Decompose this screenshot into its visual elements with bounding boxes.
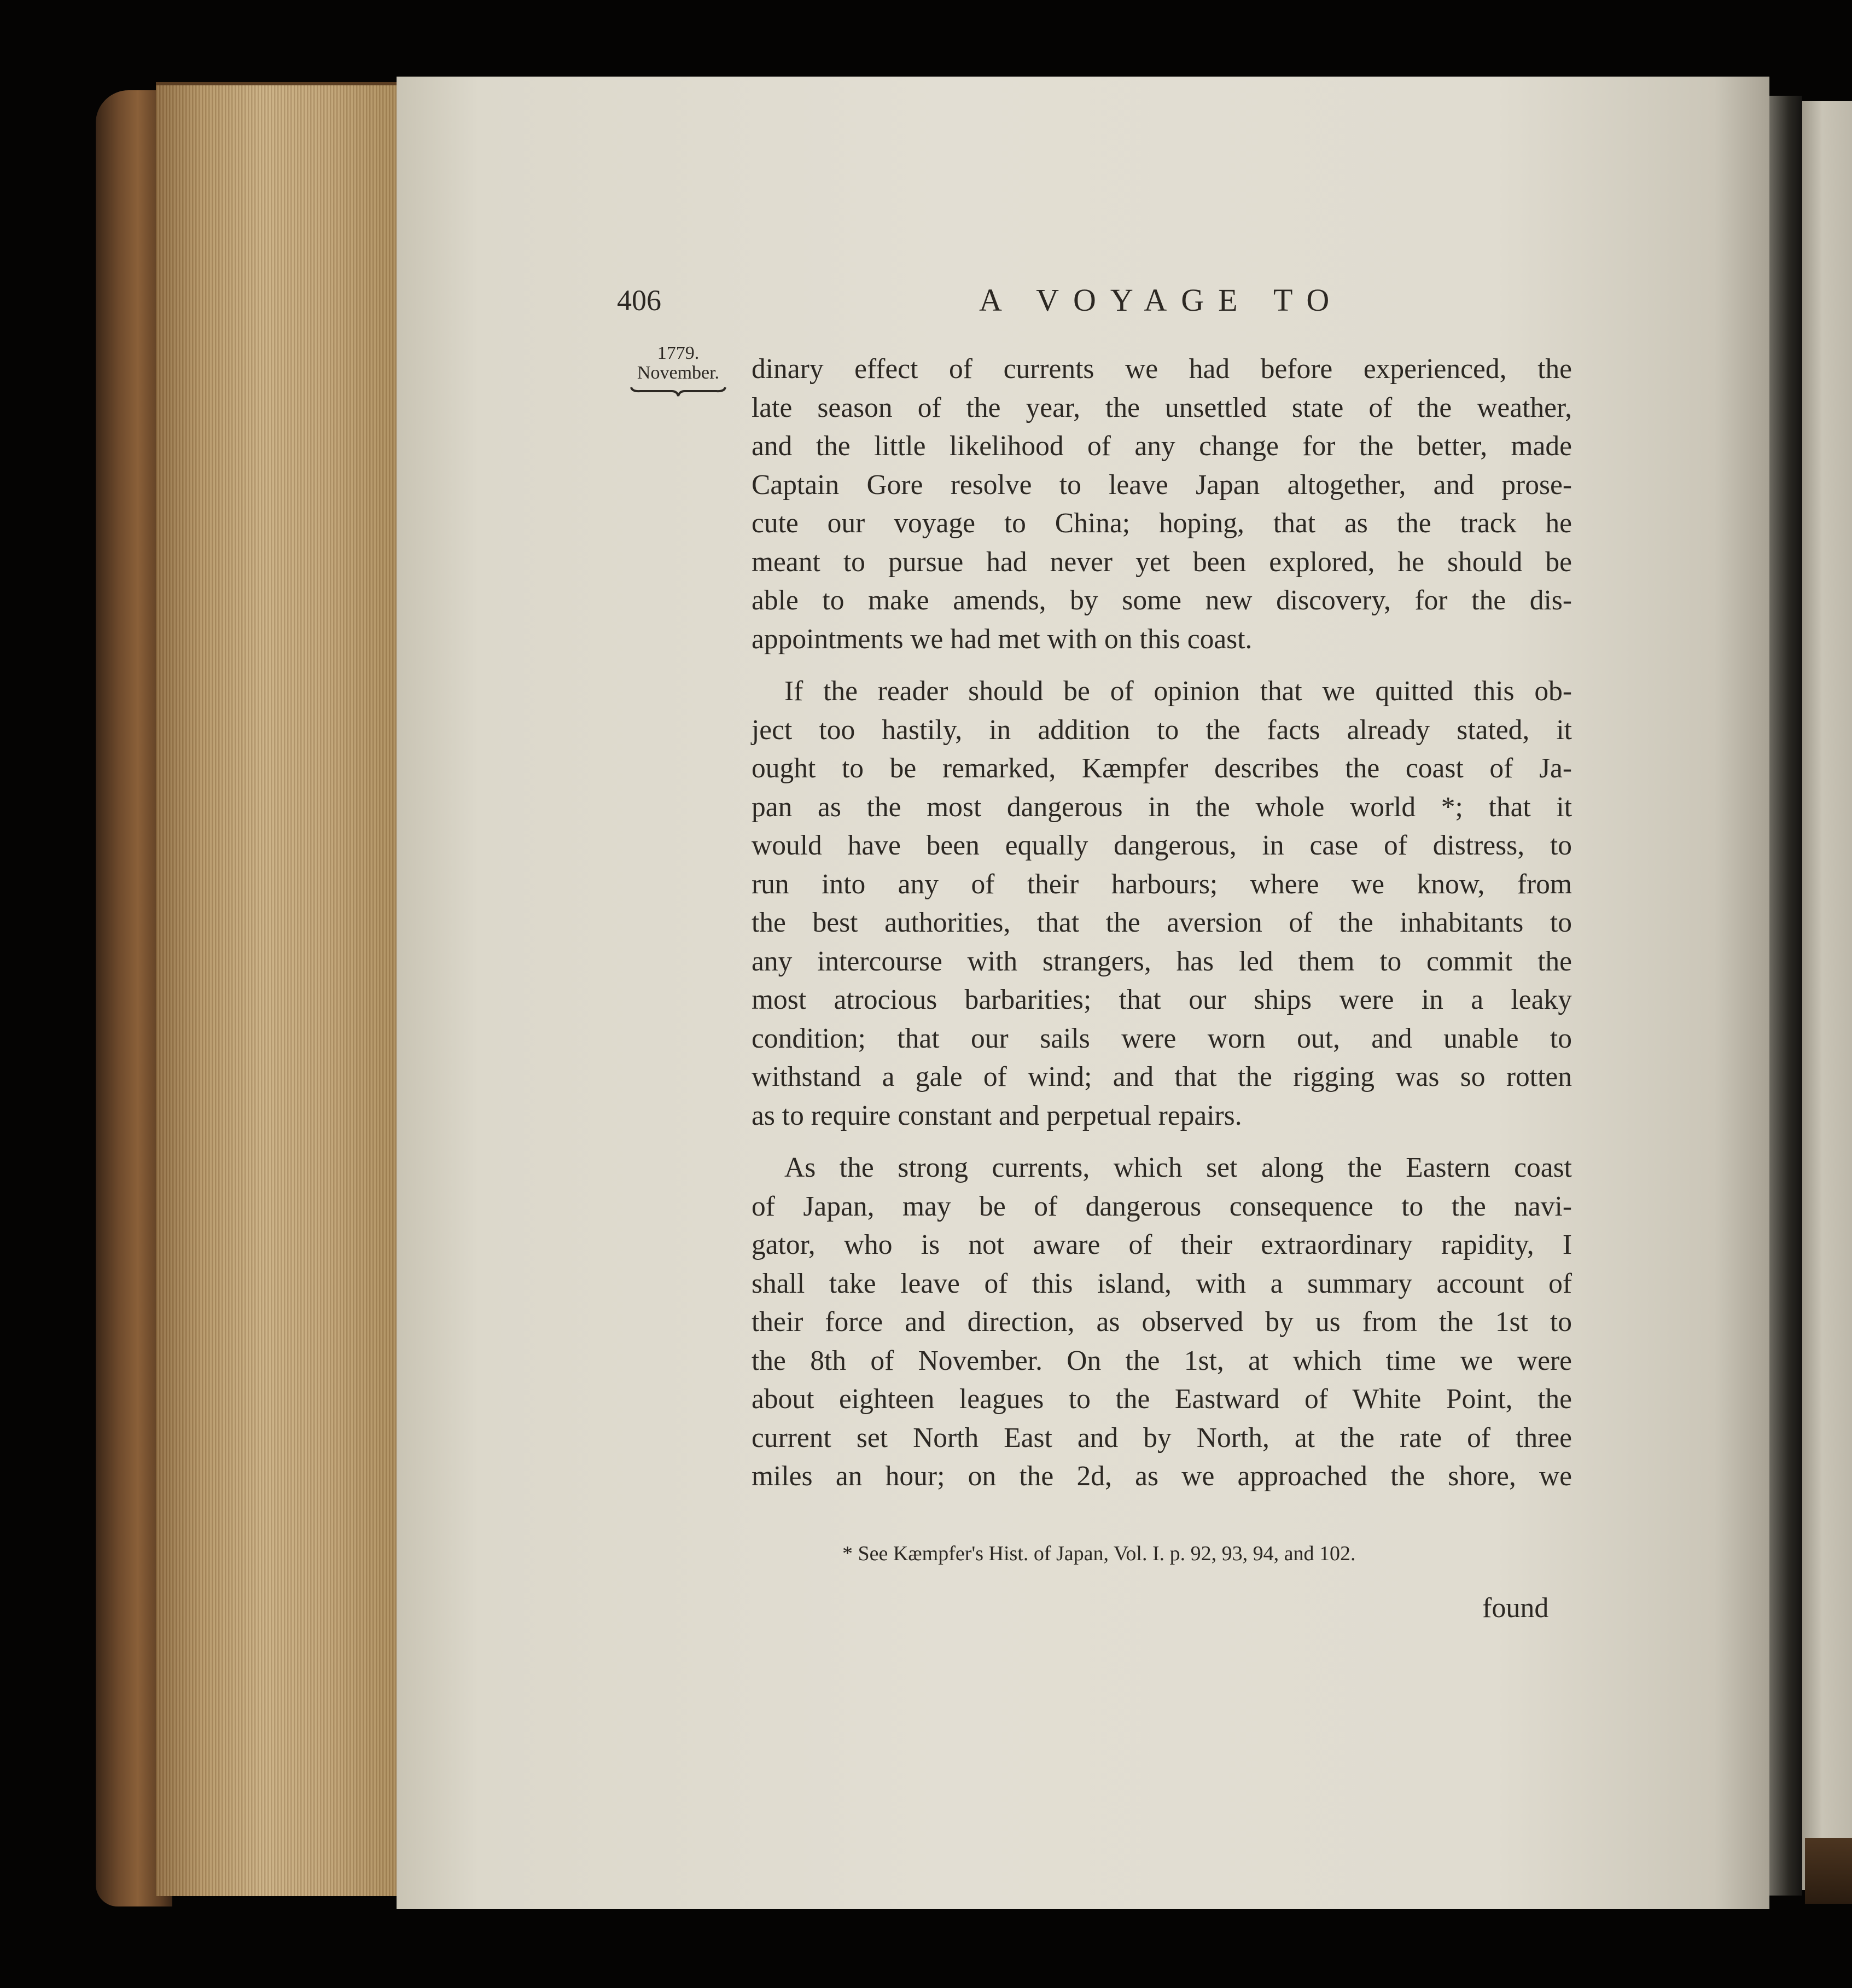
- text-line: pan as the most dangerous in the whole world *; that it: [752, 791, 1572, 823]
- brace-ornament: [629, 384, 727, 398]
- text-line: gator, who is not aware of their extraordinary rapidity, I: [752, 1229, 1572, 1260]
- text-line: withstand a gale of wind; and that the rigging was so rotten: [752, 1061, 1572, 1092]
- leather-binding-right: [1805, 1838, 1852, 1904]
- margin-note: [629, 344, 727, 398]
- text-line: about eighteen leagues to the Eastward of White Point, the: [752, 1384, 1572, 1415]
- text-line: as to require constant and perpetual repairs.: [752, 1100, 1242, 1131]
- paragraph-gap: [752, 1135, 1572, 1149]
- text-line: ought to be remarked, Kæmpfer describes the coast of Ja-: [752, 753, 1572, 784]
- text-line: and the little likelihood of any change for the better, made: [752, 431, 1572, 462]
- text-line: any intercourse with strangers, has led them to commit the: [752, 945, 1572, 977]
- text-line: the 8th of November. On the 1st, at which time we were: [752, 1345, 1572, 1376]
- paragraph-gap: [752, 659, 1572, 672]
- text-line: run into any of their harbours; where we know, from: [752, 868, 1572, 900]
- text-line: able to make amends, by some new discovery, for the dis-: [752, 585, 1572, 616]
- footnote: * See Kæmpfer's Hist. of Japan, Vol. I. p. 92, 93, 94, and 102.: [842, 1542, 1356, 1565]
- text-line: cute our voyage to China; hoping, that as the track he: [752, 508, 1572, 539]
- text-line: of Japan, may be of dangerous consequence to the navi-: [752, 1190, 1572, 1222]
- text-line: shall take leave of this island, with a summary account of: [752, 1268, 1572, 1299]
- page-edges: [156, 82, 397, 1896]
- catchword: found: [1482, 1592, 1549, 1624]
- text-line: ject too hastily, in addition to the facts already stated, it: [752, 714, 1572, 746]
- margin-note-year: 1779.: [657, 343, 700, 363]
- text-line: Captain Gore resolve to leave Japan altogether, and prose-: [752, 469, 1572, 501]
- text-line: most atrocious barbarities; that our ships were in a leaky: [752, 984, 1572, 1015]
- text-line: miles an hour; on the 2d, as we approached the shore, we: [752, 1461, 1572, 1492]
- text-line: current set North East and by North, at the rate of three: [752, 1422, 1572, 1454]
- text-line: dinary effect of currents we had before experienced, the: [752, 353, 1572, 385]
- text-line: would have been equally dangerous, in case of distress, to: [752, 830, 1572, 861]
- text-line: meant to pursue had never yet been explored, he should be: [752, 546, 1572, 578]
- running-head: A VOYAGE TO: [979, 282, 1344, 318]
- text-line: late season of the year, the unsettled state of the weather,: [752, 392, 1572, 423]
- text-line: the best authorities, that the aversion of the inhabitants to: [752, 907, 1572, 938]
- text-line: If the reader should be of opinion that we quitted this ob-: [784, 676, 1572, 707]
- margin-note-month: November.: [637, 363, 720, 383]
- body-text: [752, 350, 1572, 1496]
- gutter-shadow: [1769, 96, 1802, 1896]
- text-line: As the strong currents, which set along the Eastern coast: [784, 1152, 1572, 1183]
- facing-page-edge: [1802, 101, 1852, 1890]
- text-line: condition; that our sails were worn out, and unable to: [752, 1022, 1572, 1054]
- text-line: their force and direction, as observed by us from the 1st to: [752, 1306, 1572, 1338]
- page-number: 406: [617, 284, 661, 317]
- text-line: appointments we had met with on this coast.: [752, 623, 1253, 655]
